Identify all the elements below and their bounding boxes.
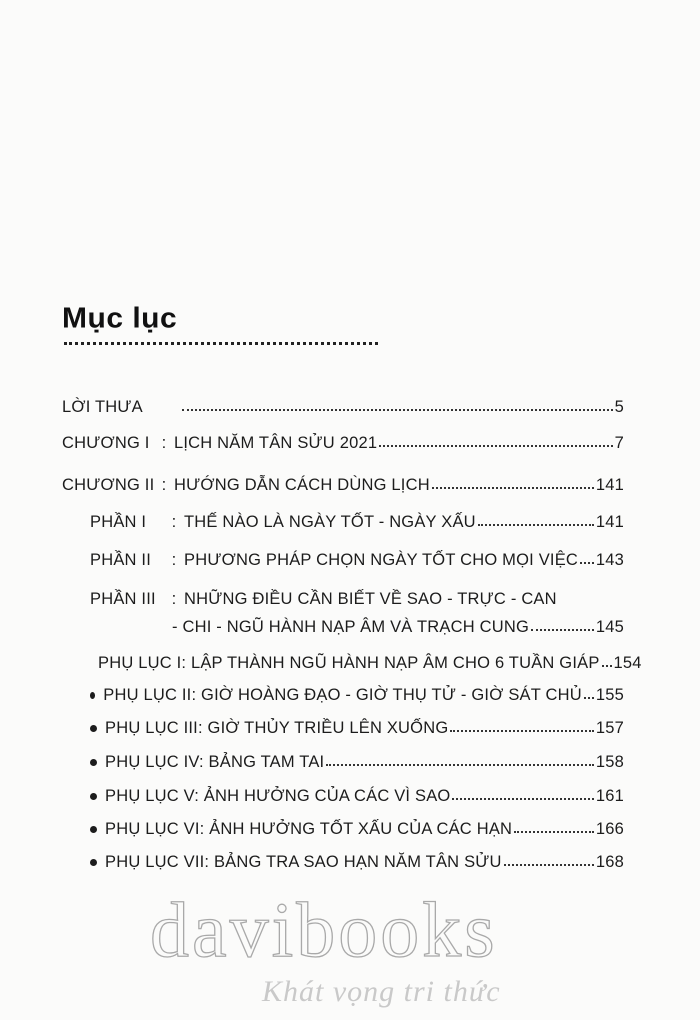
toc-entry-phu-luc-7[interactable] bbox=[90, 853, 624, 879]
toc-entry-phan-3[interactable] bbox=[90, 590, 624, 616]
toc-entry-phan-3-continued[interactable] bbox=[172, 618, 624, 644]
watermark-brand: davibooks bbox=[150, 886, 498, 973]
toc-page-number: 155 bbox=[595, 686, 624, 704]
dot-leader bbox=[379, 441, 612, 447]
toc-text: PHỤ LỤC IV: BẢNG TAM TAI bbox=[105, 753, 325, 771]
toc-entry-chuong-1[interactable] bbox=[62, 434, 624, 460]
toc-text-line-1: NHỮNG ĐIỀU CẦN BIẾT VỀ SAO - TRỰC - CAN bbox=[184, 590, 557, 608]
dot-leader bbox=[584, 693, 594, 699]
toc-page-number: 158 bbox=[595, 753, 624, 771]
toc-label: LỜI THƯA bbox=[62, 398, 143, 416]
toc-entry-loi-thua[interactable] bbox=[62, 398, 624, 424]
toc-colon: : bbox=[171, 513, 177, 531]
toc-entry-phu-luc-6[interactable] bbox=[90, 820, 624, 846]
toc-page-number: 145 bbox=[595, 618, 624, 636]
toc-page-number: 141 bbox=[595, 476, 624, 494]
toc-label: PHẦN III bbox=[90, 590, 156, 608]
title-underline bbox=[64, 342, 378, 345]
toc-colon: : bbox=[171, 590, 177, 608]
toc-page-number: 161 bbox=[595, 787, 624, 805]
toc-label: CHƯƠNG II bbox=[62, 476, 155, 494]
toc-entry-phan-2[interactable] bbox=[90, 551, 624, 577]
toc-entry-phu-luc-5[interactable] bbox=[90, 787, 624, 813]
toc-page-number: 168 bbox=[595, 853, 624, 871]
toc-text: PHỤ LỤC III: GIỜ THỦY TRIỀU LÊN XUỐNG bbox=[105, 719, 449, 737]
toc-colon: : bbox=[171, 551, 177, 569]
bullet-icon bbox=[90, 759, 97, 766]
toc-page-number: 166 bbox=[595, 820, 624, 838]
toc-colon: : bbox=[161, 476, 167, 494]
dot-leader bbox=[580, 558, 594, 564]
bullet-icon bbox=[90, 859, 97, 866]
dot-leader bbox=[531, 625, 594, 631]
toc-text: PHƯƠNG PHÁP CHỌN NGÀY TỐT CHO MỌI VIỆC bbox=[184, 551, 579, 569]
toc-page-number: 5 bbox=[614, 398, 624, 416]
toc-label: PHẦN I bbox=[90, 513, 147, 531]
bullet-icon bbox=[90, 793, 97, 800]
dot-leader bbox=[182, 405, 613, 411]
dot-leader bbox=[450, 726, 593, 732]
toc-entry-phu-luc-2[interactable] bbox=[90, 686, 624, 712]
toc-entry-phu-luc-3[interactable] bbox=[90, 719, 624, 745]
watermark-slogan: Khát vọng tri thức bbox=[262, 975, 501, 1008]
toc-text: THẾ NÀO LÀ NGÀY TỐT - NGÀY XẤU bbox=[184, 513, 476, 531]
dot-leader bbox=[504, 860, 594, 866]
dot-leader bbox=[602, 661, 612, 667]
toc-text: HƯỚNG DẪN CÁCH DÙNG LỊCH bbox=[174, 476, 430, 494]
toc-text: PHỤ LỤC II: GIỜ HOÀNG ĐẠO - GIỜ THỤ TỬ - GIỜ SÁT CHỦ bbox=[103, 686, 582, 704]
toc-text: PHỤ LỤC VI: ẢNH HƯỞNG TỐT XẤU CỦA CÁC HẠN bbox=[105, 820, 513, 838]
dot-leader bbox=[326, 760, 594, 766]
toc-page-number: 7 bbox=[614, 434, 624, 452]
dot-leader bbox=[514, 827, 594, 833]
bullet-icon bbox=[90, 725, 97, 732]
toc-entry-phu-luc-1[interactable] bbox=[90, 654, 642, 680]
toc-text: PHỤ LỤC VII: BẢNG TRA SAO HẠN NĂM TÂN SỬU bbox=[105, 853, 502, 871]
toc-entry-chuong-2[interactable] bbox=[62, 476, 624, 502]
toc-page-number: 157 bbox=[595, 719, 624, 737]
toc-text: LỊCH NĂM TÂN SỬU 2021 bbox=[174, 434, 378, 452]
toc-entry-phan-1[interactable] bbox=[90, 513, 624, 539]
toc-label: CHƯƠNG I bbox=[62, 434, 150, 452]
toc-colon: : bbox=[161, 434, 167, 452]
toc-page-number: 154 bbox=[613, 654, 642, 672]
bullet-icon bbox=[90, 692, 95, 699]
toc-page-number: 141 bbox=[595, 513, 624, 531]
toc-label: PHẦN II bbox=[90, 551, 151, 569]
toc-page-number: 143 bbox=[595, 551, 624, 569]
dot-leader bbox=[452, 794, 593, 800]
toc-text-line-2: - CHI - NGŨ HÀNH NẠP ÂM VÀ TRẠCH CUNG bbox=[172, 618, 529, 636]
dot-leader bbox=[478, 520, 594, 526]
toc-text: PHỤ LỤC I: LẬP THÀNH NGŨ HÀNH NẠP ÂM CHO 6 TUẦN GIÁP bbox=[98, 654, 600, 672]
dot-leader bbox=[432, 483, 594, 489]
toc-text: PHỤ LỤC V: ẢNH HƯỞNG CỦA CÁC VÌ SAO bbox=[105, 787, 451, 805]
toc-entry-phu-luc-4[interactable] bbox=[90, 753, 624, 779]
page-title: Mục lục bbox=[62, 302, 178, 335]
bullet-icon bbox=[90, 826, 97, 833]
